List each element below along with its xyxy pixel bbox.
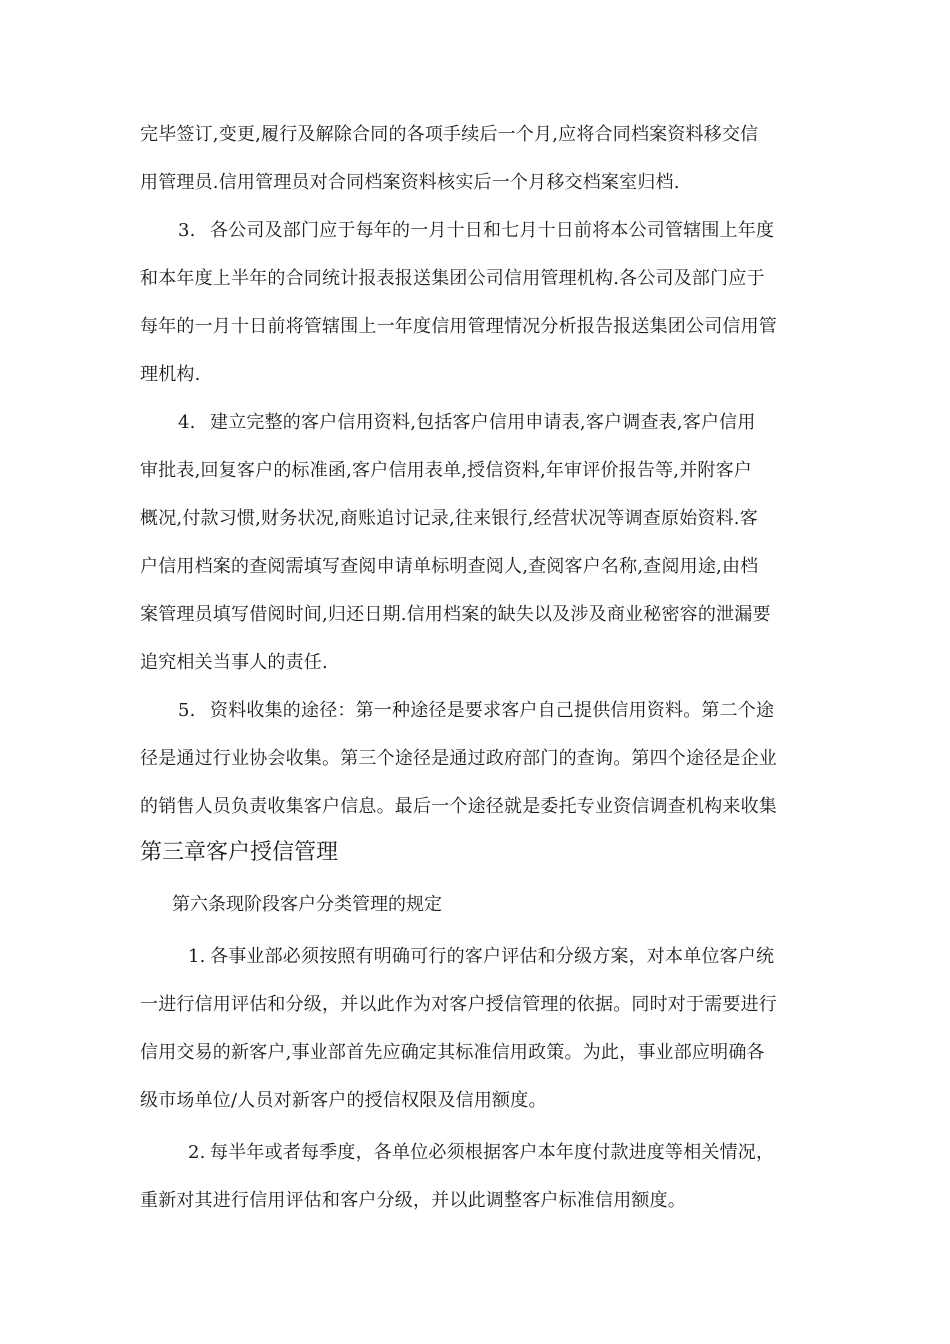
paragraph-line: 理机构. [140, 364, 201, 385]
paragraph-text: 各事业部必须按照有明确可行的客户评估和分级方案，对本单位客户统 [210, 946, 775, 967]
paragraph-text: 各公司及部门应于每年的一月十日和七月十日前将本公司管辖围上年度 [210, 220, 775, 241]
paragraph-line: 重新对其进行信用评估和客户分级，并以此调整客户标准信用额度。 [140, 1190, 686, 1211]
paragraph-line: 的销售人员负责收集客户信息。最后一个途径就是委托专业资信调查机构来收集 [140, 796, 777, 817]
article-title: 第六条现阶段客户分类管理的规定 [172, 894, 442, 915]
list-number: 4. [178, 412, 196, 433]
list-number: 2. [188, 1142, 206, 1163]
paragraph-text: 资料收集的途径：第一种途径是要求客户自己提供信用资料。第二个途 [210, 700, 775, 721]
paragraph-line: 级市场单位/人员对新客户的授信权限及信用额度。 [140, 1090, 547, 1111]
paragraph-line [140, 410, 820, 436]
paragraph-line: 用管理员.信用管理员对合同档案资料核实后一个月移交档案室归档. [140, 172, 680, 193]
paragraph-line: 径是通过行业协会收集。第三个途径是通过政府部门的查询。第四个途径是企业 [140, 748, 777, 769]
paragraph-line [140, 218, 820, 244]
paragraph-line: 和本年度上半年的合同统计报表报送集团公司信用管理机构.各公司及部门应于 [140, 268, 765, 289]
paragraph-line: 案管理员填写借阅时间,归还日期.信用档案的缺失以及涉及商业秘密容的泄漏要 [140, 604, 771, 625]
paragraph-text: 每半年或者每季度，各单位必须根据客户本年度付款进度等相关情况， [210, 1142, 775, 1163]
paragraph-line: 审批表,回复客户的标准函,客户信用表单,授信资料,年审评价报告等,并附客户 [140, 460, 753, 481]
paragraph-line: 一进行信用评估和分级，并以此作为对客户授信管理的依据。同时对于需要进行 [140, 994, 777, 1015]
paragraph-line: 信用交易的新客户,事业部首先应确定其标准信用政策。为此，事业部应明确各 [140, 1042, 765, 1063]
list-number: 3. [178, 220, 196, 241]
paragraph-line [140, 1140, 820, 1166]
paragraph-line: 追究相关当事人的责任. [140, 652, 328, 673]
paragraph-line: 概况,付款习惯,财务状况,商账追讨记录,往来银行,经营状况等调查原始资料.客 [140, 508, 758, 529]
paragraph-line: 每年的一月十日前将管辖围上一年度信用管理情况分析报告报送集团公司信用管 [140, 316, 777, 337]
paragraph-line [140, 944, 820, 970]
paragraph-line [140, 698, 820, 724]
chapter-title: 第三章客户授信管理 [140, 840, 339, 865]
paragraph-text: 建立完整的客户信用资料,包括客户信用申请表,客户调查表,客户信用 [210, 412, 756, 433]
list-number: 5. [178, 700, 196, 721]
paragraph-line: 完毕签订,变更,履行及解除合同的各项手续后一个月,应将合同档案资料移交信 [140, 124, 759, 145]
paragraph-line: 户信用档案的查阅需填写查阅申请单标明查阅人,查阅客户名称,查阅用途,由档 [140, 556, 759, 577]
list-number: 1. [188, 946, 206, 967]
